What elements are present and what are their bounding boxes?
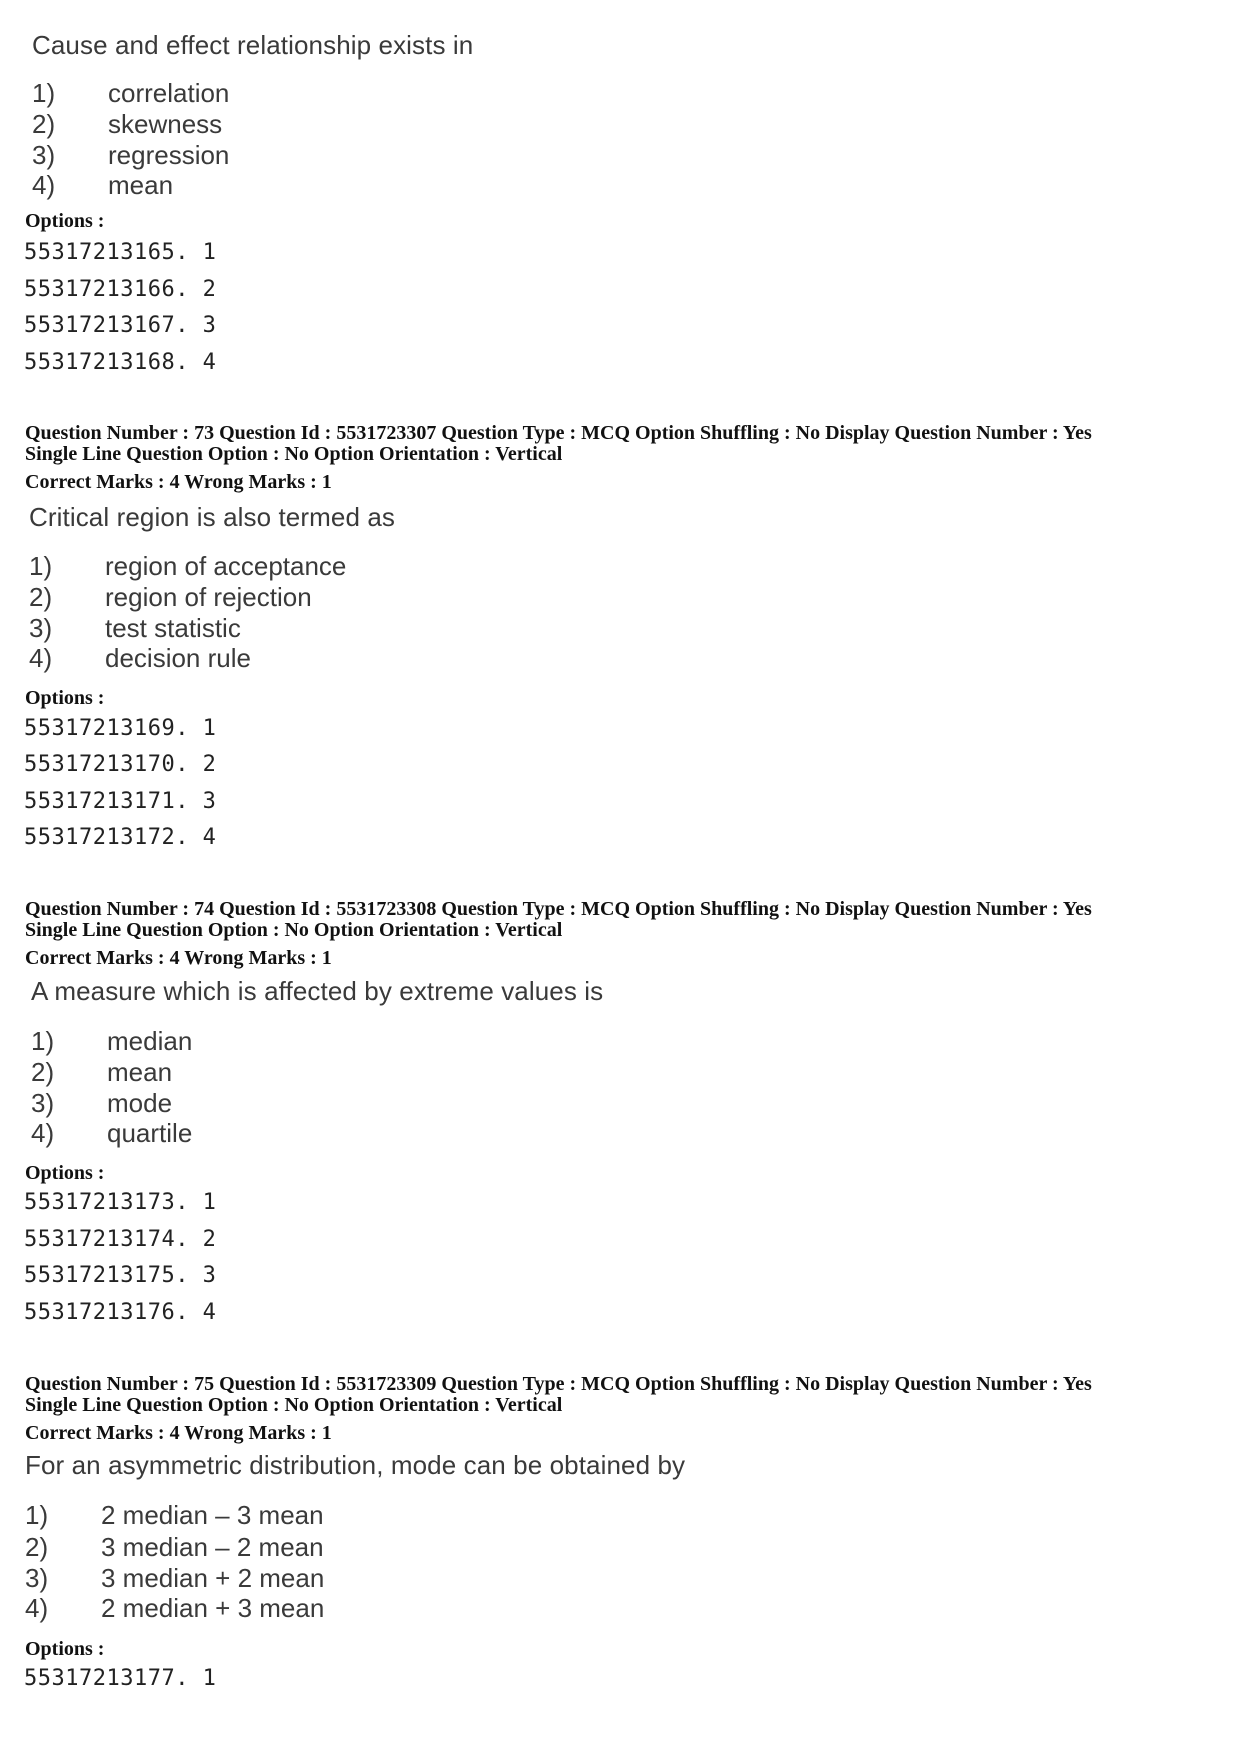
q74-choice-2-text: mean (107, 1057, 173, 1087)
q74-choice-1-number: 1) (31, 1026, 55, 1056)
q72-option-4: 55317213168. 4 (24, 350, 217, 375)
q75-choice-2-number: 2) (25, 1532, 49, 1562)
q73-choice-3-number: 3) (29, 613, 53, 643)
q73-marks: Correct Marks : 4 Wrong Marks : 1 (25, 471, 332, 493)
q72-choice-2-number: 2) (32, 109, 56, 139)
q74-choice-3-text: mode (107, 1088, 173, 1118)
q72-choice-3-number: 3) (32, 140, 56, 170)
q72-choice-2-text: skewness (108, 109, 223, 139)
q72-choice-4-text: mean (108, 170, 174, 200)
q74-choice-4-number: 4) (31, 1118, 55, 1148)
q75-option-1: 55317213177. 1 (24, 1666, 217, 1691)
q74-choice-1-text: median (107, 1026, 193, 1056)
q75-choice-1-number: 1) (25, 1500, 49, 1530)
q75-choice-1-text: 2 median – 3 mean (101, 1500, 324, 1530)
q74-question-text: A measure which is affected by extreme values is (31, 976, 604, 1006)
q74-options-label: Options : (25, 1162, 105, 1184)
q73-choice-4-text: decision rule (105, 643, 251, 673)
q73-option-1: 55317213169. 1 (24, 716, 217, 741)
q73-options-label: Options : (25, 687, 105, 709)
q74-option-1: 55317213173. 1 (24, 1190, 217, 1215)
q72-choice-3-text: regression (108, 140, 230, 170)
q73-choice-4-number: 4) (29, 643, 53, 673)
q74-choice-2-number: 2) (31, 1057, 55, 1087)
q74-option-3: 55317213175. 3 (24, 1263, 217, 1288)
q73-choice-1-text: region of acceptance (105, 551, 347, 581)
q73-choice-2-number: 2) (29, 582, 53, 612)
q72-question-text: Cause and effect relationship exists in (32, 30, 474, 60)
q73-meta-line-2: Single Line Question Option : No Option Orientation : Vertical (25, 443, 563, 465)
q73-choice-1-number: 1) (29, 551, 53, 581)
q75-choice-4-number: 4) (25, 1593, 49, 1623)
q74-option-2: 55317213174. 2 (24, 1227, 217, 1252)
q75-meta-line-1: Question Number : 75 Question Id : 5531723309 Question Type : MCQ Option Shuffling : No Display Question Number : Yes (25, 1373, 1092, 1395)
q72-options-label: Options : (25, 210, 105, 232)
q73-option-3: 55317213171. 3 (24, 789, 217, 814)
q75-options-label: Options : (25, 1638, 105, 1660)
q73-option-4: 55317213172. 4 (24, 825, 217, 850)
q73-choice-2-text: region of rejection (105, 582, 312, 612)
q72-option-2: 55317213166. 2 (24, 277, 217, 302)
q72-choice-1-number: 1) (32, 78, 56, 108)
q72-option-3: 55317213167. 3 (24, 313, 217, 338)
q75-choice-2-text: 3 median – 2 mean (101, 1532, 324, 1562)
q73-meta-line-1: Question Number : 73 Question Id : 5531723307 Question Type : MCQ Option Shuffling : No Display Question Number : Yes (25, 422, 1092, 444)
q73-choice-3-text: test statistic (105, 613, 241, 643)
q74-meta-line-1: Question Number : 74 Question Id : 5531723308 Question Type : MCQ Option Shuffling : No Display Question Number : Yes (25, 898, 1092, 920)
q74-marks: Correct Marks : 4 Wrong Marks : 1 (25, 947, 332, 969)
q74-choice-3-number: 3) (31, 1088, 55, 1118)
q75-meta-line-2: Single Line Question Option : No Option Orientation : Vertical (25, 1394, 563, 1416)
q75-question-text: For an asymmetric distribution, mode can be obtained by (25, 1450, 686, 1480)
q74-option-4: 55317213176. 4 (24, 1300, 217, 1325)
q75-choice-3-text: 3 median + 2 mean (101, 1563, 325, 1593)
q74-choice-4-text: quartile (107, 1118, 193, 1148)
q72-option-1: 55317213165. 1 (24, 240, 217, 265)
q75-marks: Correct Marks : 4 Wrong Marks : 1 (25, 1422, 332, 1444)
q75-choice-3-number: 3) (25, 1563, 49, 1593)
q73-question-text: Critical region is also termed as (29, 502, 395, 532)
q73-option-2: 55317213170. 2 (24, 752, 217, 777)
q72-choice-1-text: correlation (108, 78, 230, 108)
q75-choice-4-text: 2 median + 3 mean (101, 1593, 325, 1623)
q74-meta-line-2: Single Line Question Option : No Option Orientation : Vertical (25, 919, 563, 941)
q72-choice-4-number: 4) (32, 170, 56, 200)
